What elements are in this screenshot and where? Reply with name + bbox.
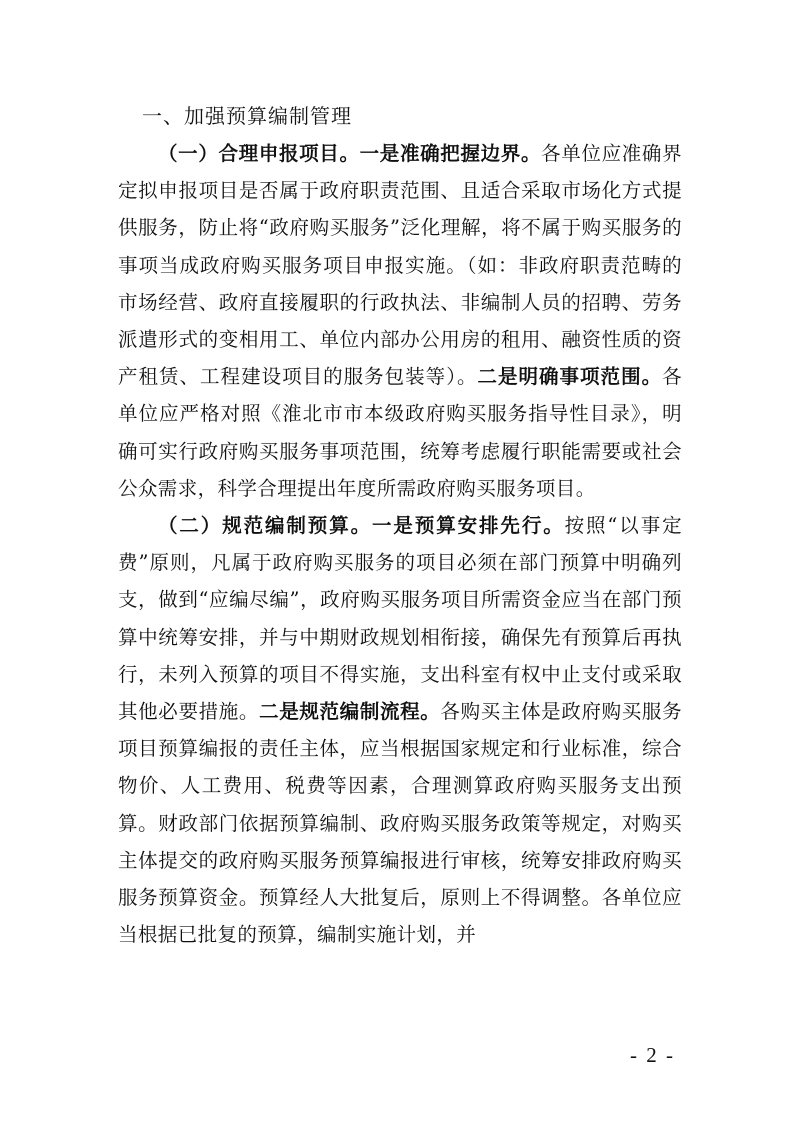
point-title: 二是规范编制流程。	[259, 700, 441, 724]
section-heading: 一、加强预算编制管理	[142, 104, 352, 128]
point-title: 一是准确把握边界。	[359, 142, 542, 165]
point-title: 一是预算安排先行。	[372, 514, 565, 538]
point-text: 各单位应严格对照《淮北市市本级政府购买服务指导性目录》，明确可实行政府购买服务事项范围，统筹考虑履行职能需要或社会公众需求，科学合理提出年度所需政府购买服务项目。	[118, 365, 683, 500]
point-text: 按照“以事定费”原则，凡属于政府购买服务的项目必须在部门预算中明确列支，做到“应编尽编”，政府购买服务项目所需资金应当在部门预算中统筹安排，并与中期财政规划相衔接，确保先有预算后再执行，未列入预算的项目不得实施，支出科室有权中止支付或采取其他必要措施。	[118, 514, 682, 724]
paragraph-title: （一）合理申报项目。	[158, 142, 360, 165]
point-title: 二是明确事项范围。	[477, 365, 663, 389]
page-number: - 2 -	[630, 1043, 675, 1067]
paragraph-standard-budget	[118, 507, 682, 953]
paragraph-title: （二）规范编制预算。	[158, 514, 373, 538]
point-text: 各购买主体是政府购买服务项目预算编报的责任主体，应当根据国家规定和行业标准，综合物价、人工费用、税费等因素，合理测算政府购买服务支出预算。财政部门依据预算编制、政府购买服务政策等规定，对购买主体提交的政府购买服务预算编报进行审核，统筹安排政府购买服务预算资金。预算经人大批复后，原则上不得调整。各单位应当根据已批复的预算，编制实施计划，并	[118, 700, 682, 947]
document-body	[118, 98, 682, 953]
paragraph-reasonable-declaration	[118, 135, 682, 507]
point-text: 各单位应准确界定拟申报项目是否属于政府职责范围、且适合采取市场化方式提供服务，防止将“政府购买服务”泛化理解，将不属于购买服务的事项当成政府购买服务项目申报实施。（如：非政府职责范畴的市场经营、政府直接履职的行政执法、非编制人员的招聘、劳务派遣形式的变相用工、单位内部办公用房的租用、融资性质的资产租赁、工程建设项目的服务包装等）。	[118, 142, 682, 389]
